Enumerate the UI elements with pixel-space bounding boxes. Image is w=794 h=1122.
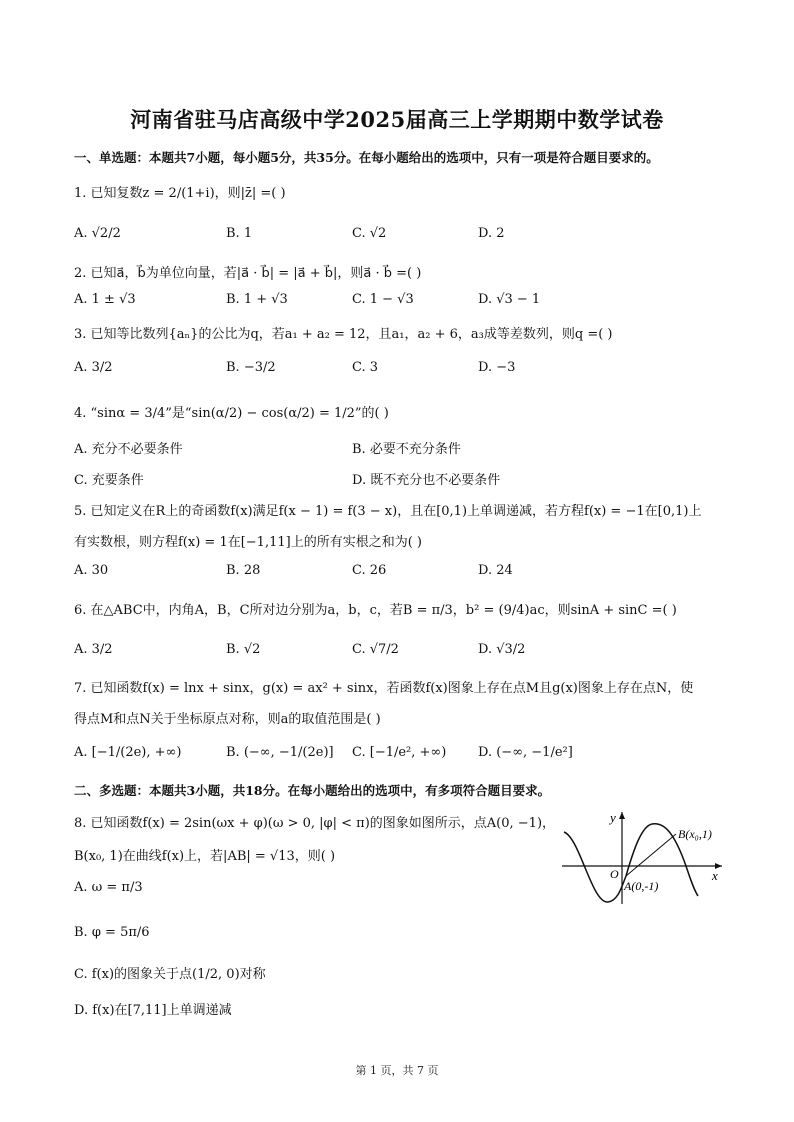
question-4-stem: 4. “sinα = 3/4”是“sin(α/2) − cos(α/2) = 1/2”的( ) xyxy=(74,406,389,421)
question-8-option-d: D. f(x)在[7,11]上单调递减 xyxy=(74,1003,232,1018)
question-5-stem-line-1: 5. 已知定义在R上的奇函数f(x)满足f(x − 1) = f(3 − x)，且在[0,1)上单调递减，若方程f(x) = −1在[0,1)上 xyxy=(74,504,702,519)
page-footer: 第 1 页，共 7 页 xyxy=(355,1064,439,1077)
section-single-choice-header: 一、单选题：本题共7小题，每小题5分，共35分。在每小题给出的选项中，只有一项是符合题目要求的。 xyxy=(74,150,659,165)
question-6-option-d: D. √3/2 xyxy=(478,642,526,657)
question-7-option-d: D. (−∞, −1/e²] xyxy=(478,745,573,760)
question-8-option-c: C. f(x)的图象关于点(1/2, 0)对称 xyxy=(74,967,266,982)
question-5-option-c: C. 26 xyxy=(352,563,387,578)
point-a-label: A(0,-1) xyxy=(624,879,659,893)
question-4-option-a: A. 充分不必要条件 xyxy=(74,442,183,457)
question-4-option-b: B. 必要不充分条件 xyxy=(352,442,461,457)
question-2-option-c: C. 1 − √3 xyxy=(352,292,414,307)
point-b-label: B(x₀,1) xyxy=(678,827,712,841)
question-6-option-b: B. √2 xyxy=(226,642,261,657)
question-3-option-d: D. −3 xyxy=(478,360,516,375)
question-5-stem-line-2: 有实数根，则方程f(x) = 1在[−1,11]上的所有实根之和为( ) xyxy=(74,535,422,550)
question-8-graph-figure xyxy=(560,808,730,908)
question-1-option-b: B. 1 xyxy=(226,226,253,241)
question-1-option-d: D. 2 xyxy=(478,226,505,241)
question-8-option-b: B. φ = 5π/6 xyxy=(74,925,150,940)
y-axis-label: y xyxy=(610,810,616,825)
y-axis-arrow xyxy=(619,812,625,819)
question-1-option-a: A. √2/2 xyxy=(74,226,121,241)
question-7-stem-line-2: 得点M和点N关于坐标原点对称，则a的取值范围是( ) xyxy=(74,712,381,727)
question-2-option-d: D. √3 − 1 xyxy=(478,292,541,307)
question-6-option-a: A. 3/2 xyxy=(74,642,113,657)
question-7-option-b: B. (−∞, −1/(2e)] xyxy=(226,745,334,760)
question-7-option-a: A. [−1/(2e), +∞) xyxy=(74,745,182,760)
question-8-option-a: A. ω = π/3 xyxy=(74,880,143,895)
question-8-stem-line-2: B(x₀, 1)在曲线f(x)上，若|AB| = √13，则( ) xyxy=(74,849,336,864)
question-1-option-c: C. √2 xyxy=(352,226,387,241)
question-3-option-b: B. −3/2 xyxy=(226,360,276,375)
question-4-option-d: D. 既不充分也不必要条件 xyxy=(352,473,501,488)
question-7-option-c: C. [−1/e², +∞) xyxy=(352,745,447,760)
question-7-stem-line-1: 7. 已知函数f(x) = lnx + sinx，g(x) = ax² + sinx，若函数f(x)图象上存在点M且g(x)图象上存在点N，使 xyxy=(74,681,694,696)
page-title: 河南省驻马店高级中学2025届高三上学期期中数学试卷 xyxy=(130,107,664,132)
section-multiple-choice-header: 二、多选题：本题共3小题，共18分。在每小题给出的选项中，有多项符合题目要求。 xyxy=(74,783,551,798)
question-3-stem: 3. 已知等比数列{aₙ}的公比为q，若a₁ + a₂ = 12，且a₁，a₂ + 6，a₃成等差数列，则q =( ) xyxy=(74,327,613,342)
question-1-stem: 1. 已知复数z = 2/(1+i)，则|z̄| =( ) xyxy=(74,186,286,201)
question-2-stem: 2. 已知a⃗，b⃗为单位向量，若|a⃗ · b⃗| = |a⃗ + b⃗|，则a⃗ · b⃗ =( ) xyxy=(74,266,422,281)
origin-label: O xyxy=(610,867,619,881)
question-6-option-c: C. √7/2 xyxy=(352,642,399,657)
question-2-option-b: B. 1 + √3 xyxy=(226,292,288,307)
segment-ab xyxy=(626,834,676,876)
question-4-option-c: C. 充要条件 xyxy=(74,473,144,488)
question-2-option-a: A. 1 ± √3 xyxy=(74,292,136,307)
x-axis-label: x xyxy=(712,868,718,883)
question-6-stem: 6. 在△ABC中，内角A，B，C所对边分别为a，b，c，若B = π/3，b² = (9/4)ac，则sinA + sinC =( ) xyxy=(74,603,677,618)
question-5-option-b: B. 28 xyxy=(226,563,261,578)
question-3-option-c: C. 3 xyxy=(352,360,379,375)
question-5-option-a: A. 30 xyxy=(74,563,109,578)
question-5-option-d: D. 24 xyxy=(478,563,513,578)
question-3-option-a: A. 3/2 xyxy=(74,360,113,375)
question-8-stem-line-1: 8. 已知函数f(x) = 2sin(ωx + φ)(ω > 0, |φ| < π)的图象如图所示，点A(0, −1)， xyxy=(74,816,556,831)
